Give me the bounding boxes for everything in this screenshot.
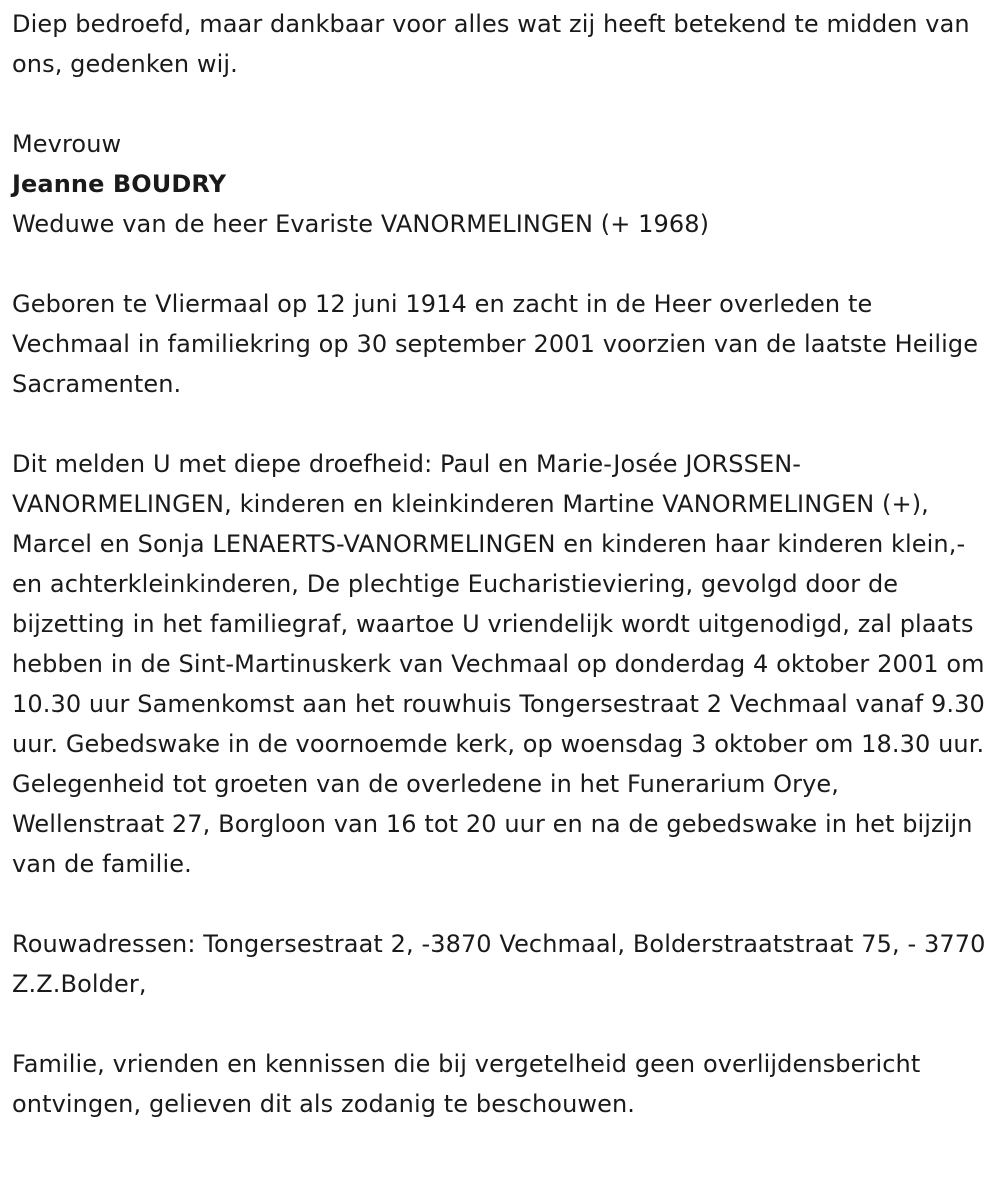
spacer xyxy=(12,1004,988,1044)
closing-paragraph: Familie, vrienden en kennissen die bij vergetelheid geen overlijdensbericht ontvingen, gelieven dit als zodanig te beschouwen. xyxy=(12,1050,921,1118)
spacer xyxy=(12,404,988,444)
announcement-paragraph: Dit melden U met diepe droefheid: Paul en Marie-Josée JORSSEN-VANORMELINGEN, kinderen en kleinkinderen Martine VANORMELINGEN (+), Marcel en Sonja LENAERTS-VANORMELINGEN en kinderen haar kinderen klein,- en achterkleinkinderen, De plechtige Eucharistieviering, gevolgd door de bijzetting in het familiegraf, waartoe U vriendelijk wordt uitgenodigd, zal plaats hebben in de Sint-Martinuskerk van Vechmaal op donderdag 4 oktober 2001 om 10.30 uur Samenkomst aan het rouwhuis Tongersestraat 2 Vechmaal vanaf 9.30 uur. Gebedswake in de voornoemde kerk, op woensdag 3 oktober om 18.30 uur. Gelegenheid tot groeten van de overledene in het Funerarium Orye, Wellenstraat 27, Borgloon van 16 tot 20 uur en na de gebedswake in het bijzijn van de familie. xyxy=(12,450,985,878)
deceased-name: Jeanne BOUDRY xyxy=(12,170,227,198)
spacer xyxy=(12,84,988,124)
birth-death-paragraph: Geboren te Vliermaal op 12 juni 1914 en zacht in de Heer overleden te Vechmaal in familiekring op 30 september 2001 voorzien van de laatste Heilige Sacramenten. xyxy=(12,290,979,398)
spouse-line: Weduwe van de heer Evariste VANORMELINGEN (+ 1968) xyxy=(12,210,710,238)
intro-paragraph: Diep bedroefd, maar dankbaar voor alles wat zij heeft betekend te midden van ons, gedenken wij. xyxy=(12,10,970,78)
salutation: Mevrouw xyxy=(12,130,122,158)
spacer xyxy=(12,244,988,284)
addresses-paragraph: Rouwadressen: Tongersestraat 2, -3870 Vechmaal, Bolderstraatstraat 75, - 3770 Z.Z.Bolder, xyxy=(12,930,986,998)
spacer xyxy=(12,884,988,924)
